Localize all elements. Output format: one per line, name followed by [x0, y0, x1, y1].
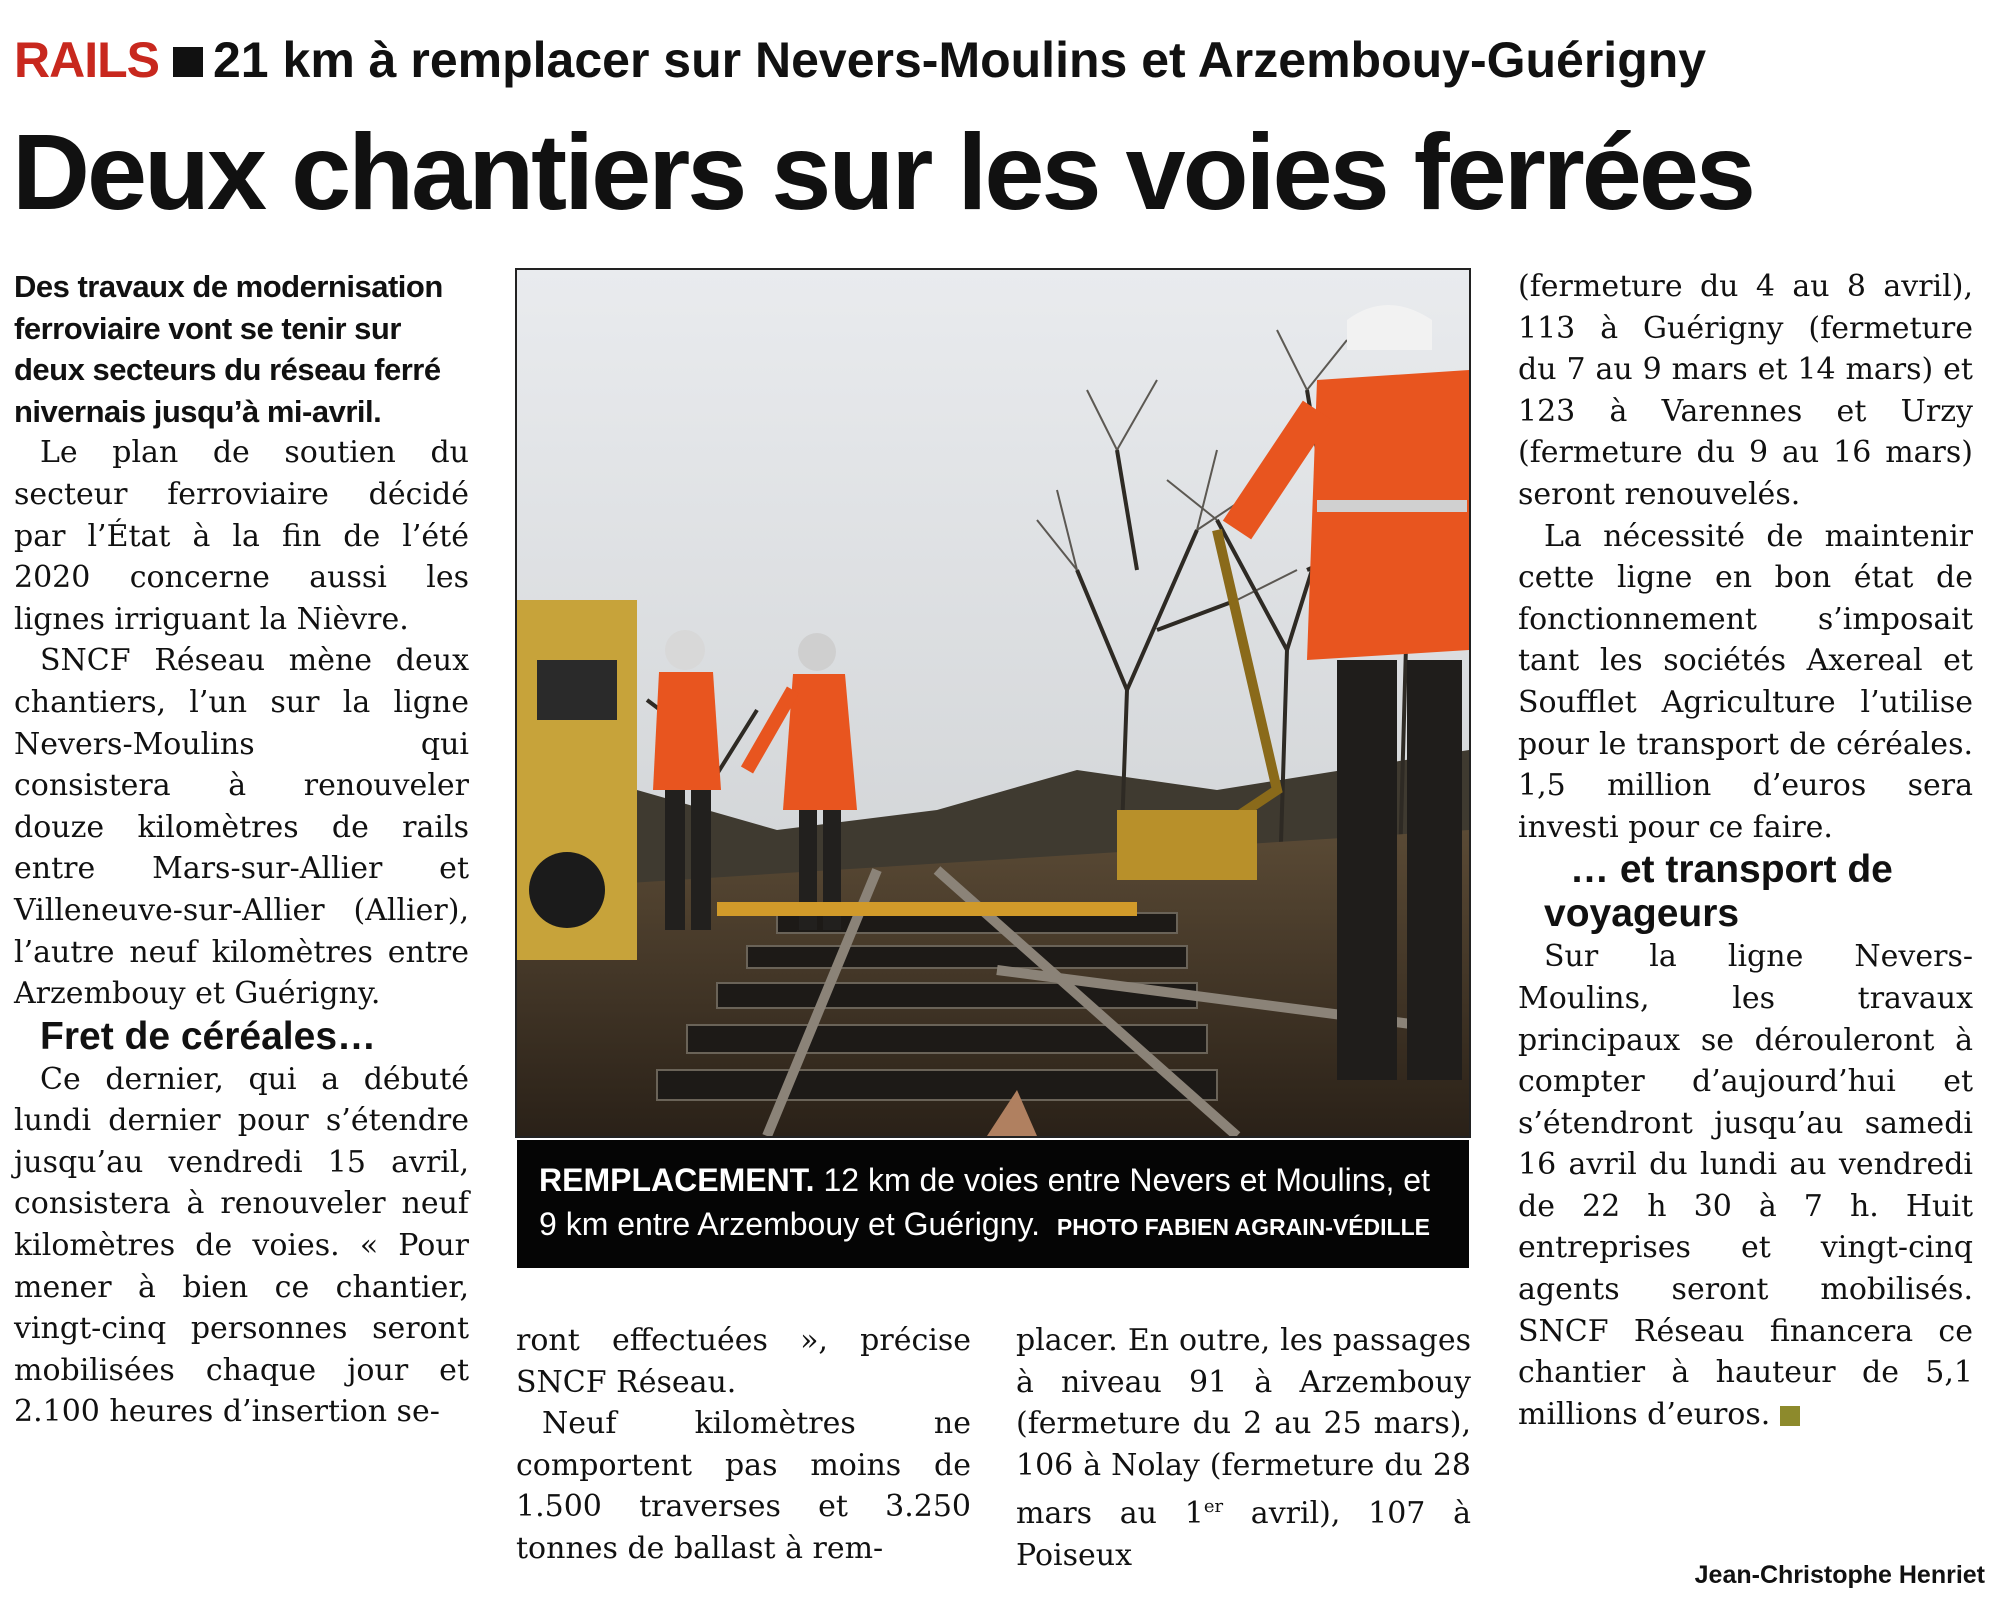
author-signature: Jean-Christophe Henriet — [1694, 1561, 1985, 1589]
column-1 — [14, 266, 469, 1433]
square-bullet-icon — [173, 47, 203, 77]
body-paragraph: (fermeture du 4 au 8 avril), 113 à Guérigny (fermeture du 7 au 9 mars et 14 mars) et 123 à Varennes et Urzy (fermeture du 9 au 16 mars) seront renouvelés. — [1518, 269, 1973, 512]
caption-text: 12 km de voies entre Nevers et Moulins, et 9 km entre Arzembouy et Guérigny. — [539, 1162, 1430, 1242]
article-photo — [515, 268, 1471, 1138]
body-paragraph — [1518, 936, 1973, 1435]
body-paragraph: Ce dernier, qui a débuté lundi dernier pour s’étendre jusqu’au vendredi 15 avril, consistera à renouveler neuf kilomètres de voies. « Pour mener à bien ce chantier, vingt-cinq personnes seront mobilisées chaque jour et 2.100 heures d’insertion se- — [14, 1061, 469, 1430]
article-kicker — [14, 30, 1984, 90]
body-paragraph: SNCF Réseau mène deux chantiers, l’un sur la ligne Nevers-Moulins qui consistera à renouveler douze kilomètres de rails entre Mars-sur-Allier et Villeneuve-sur-Allier (Allier), l’autre neuf kilomètres entre Arzembouy et Guérigny. — [14, 643, 469, 1012]
column-3 — [1016, 1320, 1471, 1577]
end-of-article-square-icon — [1780, 1406, 1800, 1426]
subheading-fret: Fret de céréales… — [40, 1014, 377, 1058]
lead-paragraph: Des travaux de modernisation ferroviaire vont se tenir sur deux secteurs du réseau ferré nivernais jusqu’à mi-avril. — [14, 269, 443, 429]
superscript-er: er — [1203, 1496, 1224, 1518]
caption-label: REMPLACEMENT. — [539, 1162, 815, 1198]
article-headline: Deux chantiers sur les voies ferrées — [12, 111, 1753, 232]
photo-credit: PHOTO FABIEN AGRAIN-VÉDILLE — [1056, 1214, 1430, 1240]
body-paragraph: ront effectuées », précise SNCF Réseau. — [516, 1323, 971, 1400]
body-text: avril), 107 à Poiseux — [1016, 1496, 1471, 1573]
column-2 — [516, 1320, 971, 1570]
body-text: Sur la ligne Nevers-Moulins, les travaux principaux se dérouleront à compter d’aujourd’hui et s’étendront jusqu’au samedi 16 avril du lundi au vendredi de 22 h 30 à 7 h. Huit entreprises et vingt-cinq agents seront mobilisés. SNCF Réseau financera ce chantier à hauteur de 5,1 millions d’euros. — [1518, 939, 1973, 1432]
column-4 — [1518, 266, 1973, 1435]
subheading-voyageurs: … et transport de voyageurs — [1544, 848, 1893, 936]
body-text: placer. En outre, les passages à niveau 91 à Arzembouy (fermeture du 2 au 25 mars), 106 à Nolay (fermeture du 28 mars au 1 — [1016, 1323, 1471, 1532]
body-paragraph: Le plan de soutien du secteur ferroviaire décidé par l’État à la fin de l’été 2020 concerne aussi les lignes irriguant la Nièvre. — [14, 435, 469, 637]
photo-caption — [517, 1140, 1469, 1268]
railway-works-photo-image — [517, 270, 1469, 1136]
body-paragraph — [1016, 1320, 1471, 1577]
body-paragraph: La nécessité de maintenir cette ligne en bon état de fonctionnement s’imposait tant les sociétés Axereal et Soufflet Agriculture l’utilise pour le transport de céréales. 1,5 million d’euros sera investi pour ce faire. — [1518, 518, 1973, 845]
kicker-text: 21 km à remplacer sur Nevers-Moulins et Arzembouy-Guérigny — [213, 32, 1707, 88]
body-paragraph: Neuf kilomètres ne comportent pas moins de 1.500 traverses et 3.250 tonnes de ballast à rem- — [516, 1406, 971, 1566]
section-label: RAILS — [14, 32, 159, 88]
